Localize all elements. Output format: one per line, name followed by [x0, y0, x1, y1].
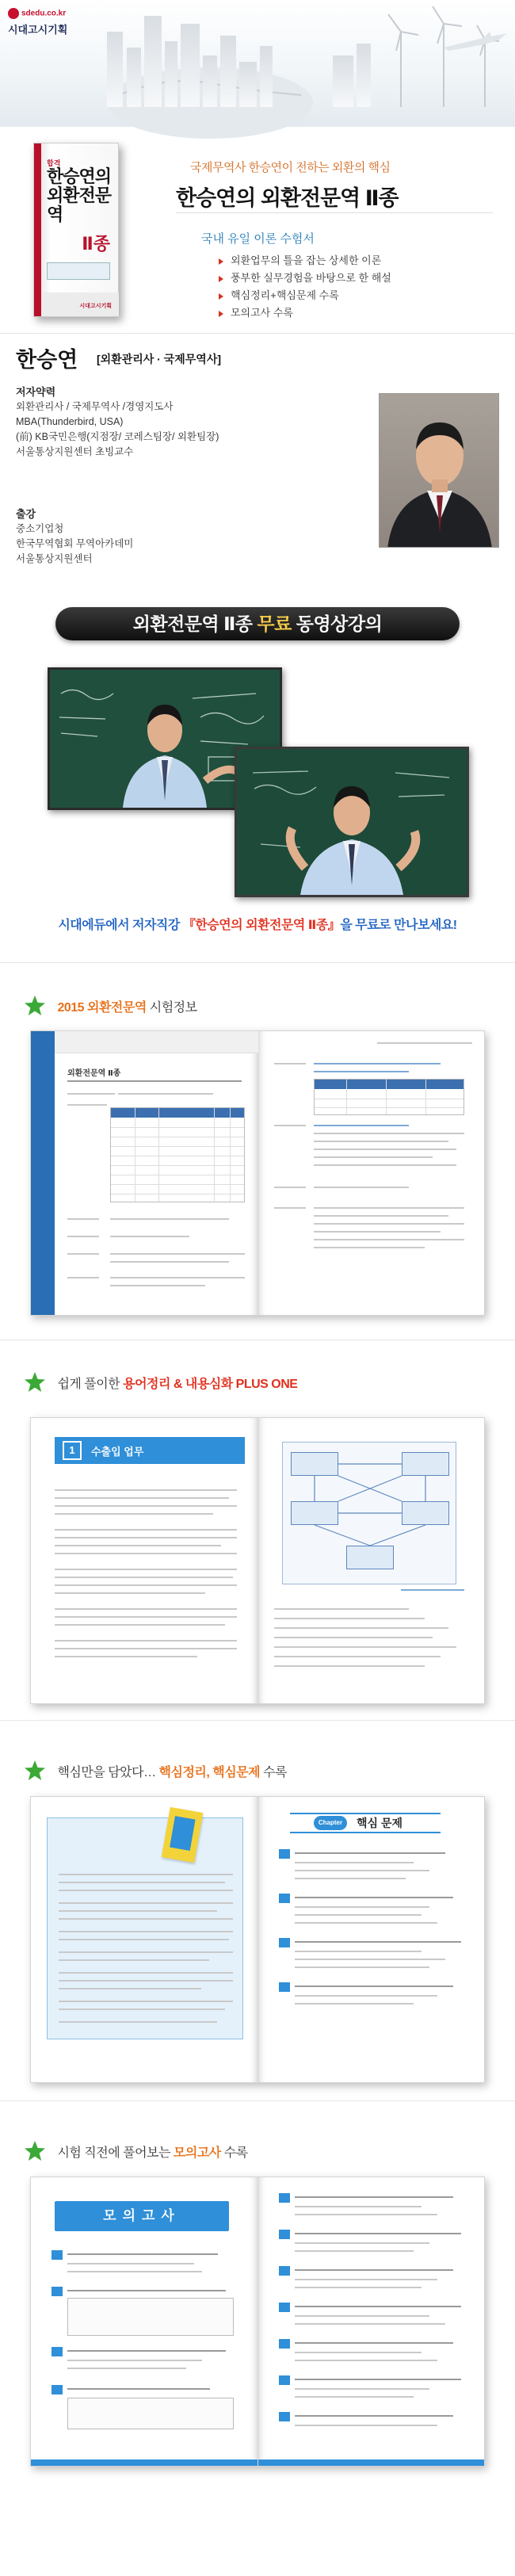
core-summary-spread — [30, 1796, 485, 2083]
lecture-item: 한국무역협회 무역아카데미 — [16, 538, 134, 549]
free-lecture-banner[interactable]: 외환전문역 Ⅱ종 무료 동영상강의 — [55, 607, 460, 640]
question-number — [279, 2266, 290, 2276]
page-bottom-strip — [31, 2459, 258, 2466]
feature-item: 모의고사 수록 — [219, 304, 391, 322]
page-side-tab — [31, 1031, 55, 1315]
question-number — [279, 2339, 290, 2349]
vocab-spread — [30, 1417, 485, 1704]
mock-exam-title: 모의고사 — [55, 2201, 229, 2231]
exam-info-spread — [30, 1030, 485, 1316]
question-number — [279, 2193, 290, 2203]
book-title-line2: 외환전문역 — [47, 185, 112, 224]
feature-item: 외환업무의 틀을 잡는 상세한 이론 — [219, 252, 391, 269]
lecture-item: 중소기업청 — [16, 523, 64, 534]
question-number — [52, 2250, 63, 2260]
author-name: 한승연 — [16, 348, 78, 372]
triangle-bullet-icon — [219, 293, 223, 300]
question-number — [52, 2385, 63, 2394]
question-number — [279, 2412, 290, 2421]
hero-subtitle: 국내 유일 이론 수험서 — [201, 232, 315, 246]
chapter-pill: Chapter — [314, 1816, 347, 1830]
star-icon — [24, 1371, 46, 1393]
section-heading-vocab: 쉽게 풀이한 용어정리 & 내용심화 PLUS ONE — [24, 1371, 297, 1395]
diagram-arrows — [283, 1443, 457, 1585]
star-icon — [24, 995, 46, 1017]
core-question-title: 핵심 문제 — [357, 1817, 402, 1829]
sample-page-left — [31, 1418, 258, 1703]
exam-subject-table — [110, 1107, 245, 1202]
section-heading-core: 핵심만을 담았다… 핵심정리, 핵심문제 수록 — [24, 1760, 287, 1783]
lecture-item: 서울통상지원센터 — [16, 553, 93, 564]
section-heading-mock-exam: 시험 직전에 풀어보는 모의고사 수록 — [24, 2140, 248, 2164]
author-photo — [379, 393, 499, 548]
publisher-logo[interactable] — [8, 6, 67, 36]
section-heading-exam-info: 2015 외환전문역 시험정보 — [24, 995, 197, 1019]
lecture-scene-illustration — [237, 749, 467, 895]
section-divider — [0, 962, 515, 963]
career-item: 서울통상지원센터 초빙교수 — [16, 446, 134, 457]
question-number — [279, 1894, 290, 1903]
exam-info-page-title: 외환전문역 Ⅱ종 — [67, 1069, 121, 1078]
triangle-bullet-icon — [219, 258, 223, 265]
book-volume: Ⅱ종 — [82, 234, 110, 254]
core-question-header — [290, 1813, 441, 1833]
star-icon — [24, 2140, 46, 2162]
lecture-video-thumbnail[interactable] — [235, 747, 469, 897]
hero-section — [0, 0, 515, 341]
career-item: (前) KB국민은행(지점장/ 코레스팀장/ 외환팀장) — [16, 431, 219, 442]
hero-title: 한승연의 외환전문역 Ⅱ종 — [176, 186, 399, 210]
lecture-list — [16, 522, 133, 567]
section-divider — [0, 1720, 515, 1721]
logo-url: sdedu.co.kr — [21, 9, 67, 18]
page-bottom-strip — [258, 2459, 485, 2466]
chapter-number: 1 — [63, 1441, 82, 1460]
lecture-heading: 출강 — [16, 508, 36, 520]
book-cover-band — [47, 262, 110, 280]
question-number — [279, 1938, 290, 1947]
triangle-bullet-icon — [219, 276, 223, 282]
feature-item: 풍부한 실무경험을 바탕으로 한 해설 — [219, 269, 391, 287]
sample-page-left — [31, 1797, 258, 2082]
schedule-table — [314, 1079, 464, 1115]
question-number — [279, 2375, 290, 2385]
book-publisher: 시대고시기획 — [79, 304, 112, 309]
question-number — [279, 1849, 290, 1859]
career-heading: 저자약력 — [16, 386, 56, 398]
trade-flow-diagram — [282, 1442, 456, 1584]
question-number — [279, 2303, 290, 2312]
career-item: 외환관리사 / 국제무역사 /경영지도사 — [16, 401, 174, 412]
city-skyline-illustration — [0, 0, 515, 139]
sample-page-right — [258, 1031, 485, 1315]
chapter-banner — [55, 1437, 245, 1464]
career-item: MBA(Thunderbird, USA) — [16, 416, 124, 427]
author-divider — [0, 333, 515, 334]
author-role: [외환관리사 · 국제무역사] — [97, 353, 222, 365]
feature-item: 핵심정리+핵심문제 수록 — [219, 287, 391, 304]
triangle-bullet-icon — [219, 311, 223, 317]
hero-divider — [176, 212, 493, 213]
book-spine — [34, 143, 41, 316]
sample-page-right — [258, 1797, 485, 2082]
mock-exam-spread — [30, 2177, 485, 2467]
career-list — [16, 399, 219, 460]
question-number — [279, 2230, 290, 2239]
sample-page-left — [31, 2177, 258, 2466]
book-cover — [33, 143, 119, 317]
hero-tagline: 국제무역사 한승연이 전하는 외환의 핵심 — [190, 161, 391, 174]
logo-icon — [8, 8, 19, 19]
book-badge: 합격 — [47, 159, 61, 167]
page-header-bar — [55, 1031, 258, 1053]
feature-list — [219, 252, 391, 322]
core-summary-box — [47, 1817, 243, 2039]
sample-page-left — [31, 1031, 258, 1315]
sample-page-right — [258, 2177, 485, 2466]
question-number — [52, 2287, 63, 2296]
logo-name: 시대고시기획 — [8, 24, 68, 36]
chapter-title: 수출입 업무 — [91, 1446, 144, 1458]
question-number — [279, 1982, 290, 1992]
question-options-box — [67, 2298, 234, 2336]
book-title-line1: 한승연의 — [47, 166, 112, 186]
question-options-box — [67, 2398, 234, 2429]
question-number — [52, 2347, 63, 2356]
book-title — [47, 167, 118, 224]
star-icon — [24, 1760, 46, 1782]
caption-highlight: 『한승연의 외환전문역 Ⅱ종』 — [182, 919, 341, 932]
free-highlight: 무료 — [257, 613, 292, 634]
sample-page-right — [258, 1418, 485, 1703]
section-divider — [0, 2100, 515, 2101]
author-portrait-illustration — [380, 394, 499, 548]
free-lecture-caption: 시대에듀에서 저자직강 『한승연의 외환전문역 Ⅱ종』을 무료로 만나보세요! — [58, 919, 457, 932]
